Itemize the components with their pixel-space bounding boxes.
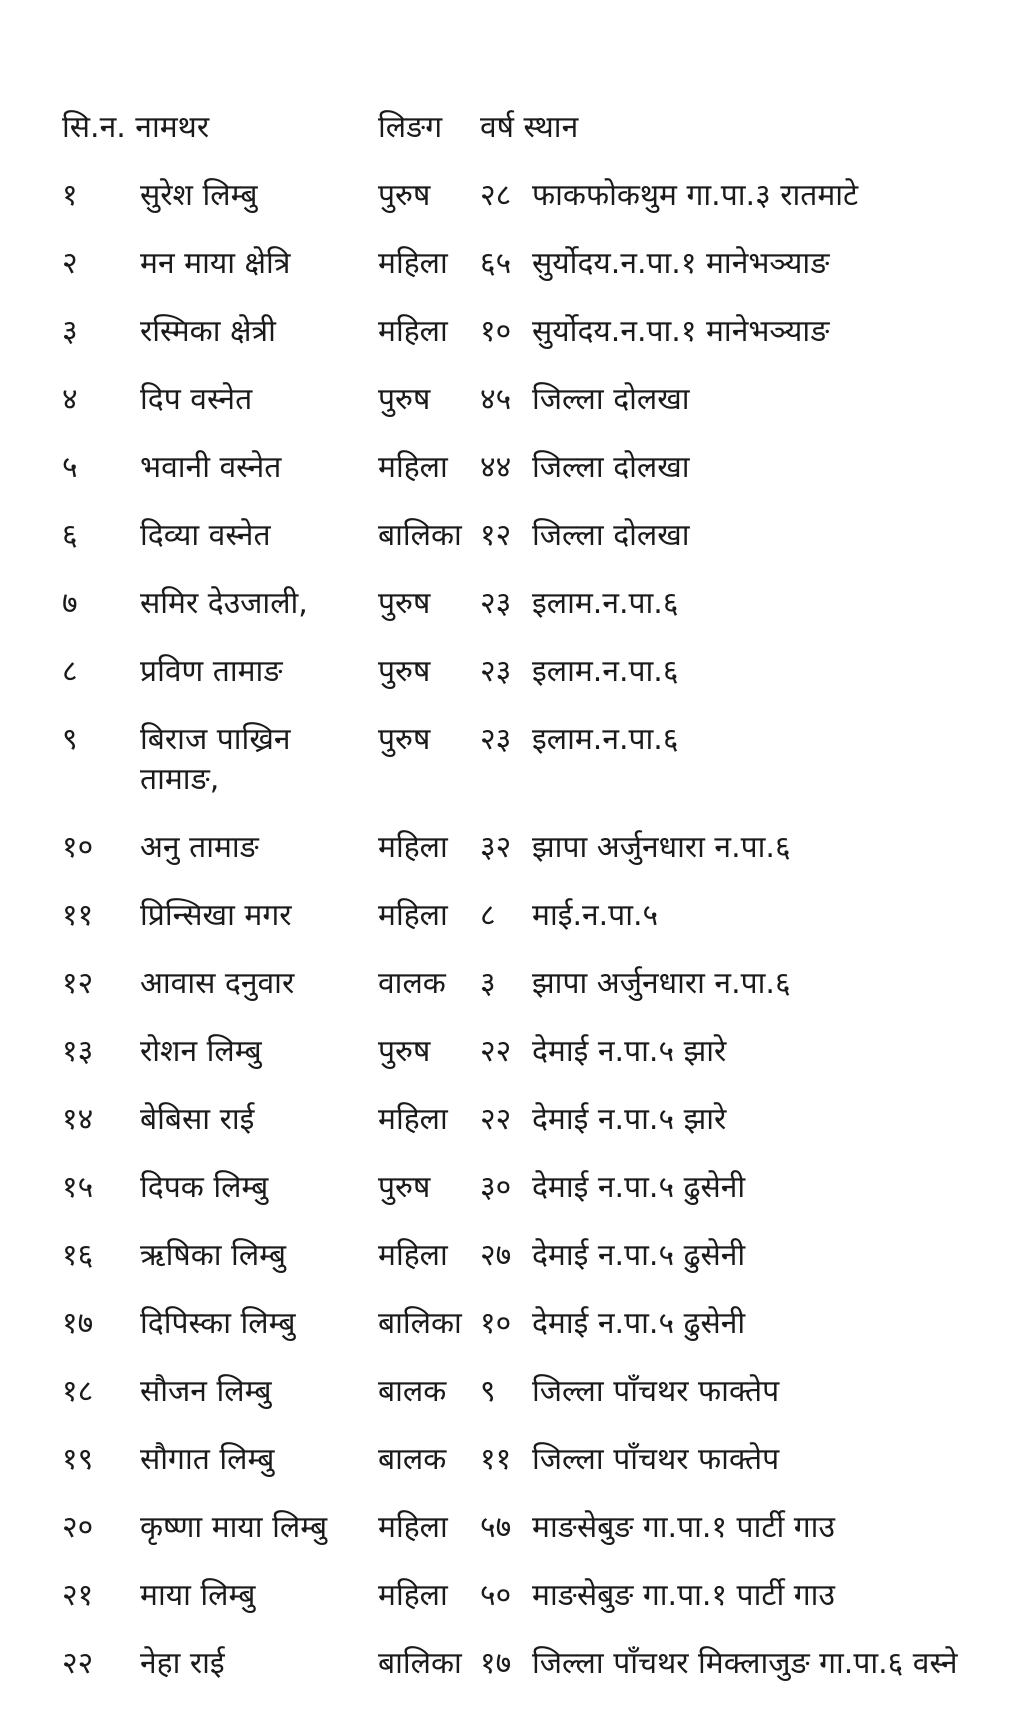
document [62, 108, 992, 1712]
row-name: प्रिन्सिखा मगर [140, 898, 292, 933]
table-row [62, 1440, 992, 1508]
table-row [62, 1032, 992, 1100]
row-name: बिराज पाख्रिन तामाङ, [140, 722, 291, 797]
table-header [62, 108, 992, 176]
row-name: रोशन लिम्बु [140, 1034, 262, 1069]
row-place: जिल्ला पाँचथर मिक्लाजुङ गा.पा.६ वस्ने [532, 1646, 958, 1681]
row-age: २२ [480, 1034, 512, 1069]
row-sn: १४ [62, 1102, 94, 1137]
row-sn: २० [62, 1510, 94, 1545]
table-row [62, 312, 992, 380]
row-name: दिपिस्का लिम्बु [140, 1306, 296, 1341]
row-sn: ७ [62, 586, 78, 621]
row-age: २७ [480, 1238, 512, 1273]
row-gender: बालिका [378, 1306, 462, 1341]
row-place: झापा अर्जुनधारा न.पा.६ [532, 830, 791, 865]
row-age: २३ [480, 722, 512, 757]
row-place: देमाई न.पा.५ ढुसेनी [532, 1306, 746, 1341]
row-name: प्रविण तामाङ [140, 654, 283, 689]
row-sn: १५ [62, 1170, 94, 1205]
row-place: देमाई न.पा.५ झारे [532, 1034, 727, 1069]
table-row [62, 896, 992, 964]
row-gender: महिला [378, 314, 448, 349]
row-name: समिर देउजाली, [140, 586, 308, 621]
table-row [62, 516, 992, 584]
table-row [62, 828, 992, 896]
row-place: देमाई न.पा.५ ढुसेनी [532, 1238, 746, 1273]
row-gender: बालिका [378, 1646, 462, 1681]
table-row [62, 720, 992, 828]
row-sn: २ [62, 246, 78, 281]
row-age: १० [480, 314, 512, 349]
table-row [62, 652, 992, 720]
row-gender: पुरुष [378, 654, 431, 689]
row-name: भवानी वस्नेत [140, 450, 282, 485]
header-sn-name: सि.न. नामथर [62, 110, 210, 145]
row-place: जिल्ला दोलखा [532, 450, 690, 485]
row-age: ३ [480, 966, 496, 1001]
row-name: सुरेश लिम्बु [140, 178, 258, 213]
row-gender: बालक [378, 1442, 447, 1477]
row-name: नेहा राई [140, 1646, 225, 1681]
row-age: १७ [480, 1646, 512, 1681]
row-name: सौगात लिम्बु [140, 1442, 275, 1477]
table-row [62, 584, 992, 652]
table-row [62, 1644, 992, 1712]
row-sn: ५ [62, 450, 78, 485]
table-row [62, 1304, 992, 1372]
row-sn: ८ [62, 654, 78, 689]
row-gender: पुरुष [378, 1034, 431, 1069]
row-sn: १ [62, 178, 78, 213]
table-row [62, 1236, 992, 1304]
row-gender: महिला [378, 246, 448, 281]
row-name: दिपक लिम्बु [140, 1170, 269, 1205]
row-name: दिव्या वस्नेत [140, 518, 271, 553]
row-name: आवास दनुवार [140, 966, 295, 1001]
row-sn: ३ [62, 314, 78, 349]
table-row [62, 380, 992, 448]
row-sn: १६ [62, 1238, 94, 1273]
row-name: कृष्णा माया लिम्बु [140, 1510, 328, 1545]
row-name: ऋषिका लिम्बु [140, 1238, 287, 1273]
row-place: जिल्ला पाँचथर फाक्तेप [532, 1442, 780, 1477]
row-name: माया लिम्बु [140, 1578, 256, 1613]
row-place: माङसेबुङ गा.पा.१ पार्टी गाउ [532, 1578, 835, 1613]
row-gender: पुरुष [378, 1170, 431, 1205]
row-age: १२ [480, 518, 512, 553]
row-age: ६५ [480, 246, 512, 281]
row-name: रस्मिका क्षेत्री [140, 314, 276, 349]
row-place: जिल्ला पाँचथर फाक्तेप [532, 1374, 780, 1409]
row-place: जिल्ला दोलखा [532, 518, 690, 553]
row-sn: ६ [62, 518, 78, 553]
table-row [62, 964, 992, 1032]
row-sn: १० [62, 830, 94, 865]
row-place: देमाई न.पा.५ ढुसेनी [532, 1170, 746, 1205]
row-age: ८ [480, 898, 496, 933]
row-place: इलाम.न.पा.६ [532, 654, 679, 689]
row-age: ३२ [480, 830, 512, 865]
row-age: ९ [480, 1374, 496, 1409]
row-gender: महिला [378, 1578, 448, 1613]
table-row [62, 1168, 992, 1236]
row-gender: पुरुष [378, 722, 431, 757]
row-place: सुर्योदय.न.पा.१ मानेभञ्याङ [532, 246, 830, 281]
row-place: देमाई न.पा.५ झारे [532, 1102, 727, 1137]
row-age: २३ [480, 586, 512, 621]
row-place: माङसेबुङ गा.पा.१ पार्टी गाउ [532, 1510, 835, 1545]
row-name: दिप वस्नेत [140, 382, 253, 417]
row-age: ४४ [480, 450, 512, 485]
row-gender: महिला [378, 450, 448, 485]
row-gender: महिला [378, 1102, 448, 1137]
row-age: २२ [480, 1102, 512, 1137]
table-row [62, 176, 992, 244]
row-gender: बालिका [378, 518, 462, 553]
row-place: फाकफोकथुम गा.पा.३ रातमाटे [532, 178, 859, 213]
row-sn: १३ [62, 1034, 94, 1069]
table-row [62, 1372, 992, 1440]
row-place: इलाम.न.पा.६ [532, 586, 679, 621]
header-gender: लिङग [378, 110, 443, 145]
row-sn: १२ [62, 966, 94, 1001]
row-place: सुर्योदय.न.पा.१ मानेभञ्याङ [532, 314, 830, 349]
table-row [62, 1100, 992, 1168]
row-gender: महिला [378, 1238, 448, 1273]
row-gender: महिला [378, 898, 448, 933]
table-row [62, 448, 992, 516]
row-age: १० [480, 1306, 512, 1341]
row-gender: पुरुष [378, 178, 431, 213]
row-sn: ९ [62, 722, 78, 757]
row-age: ५० [480, 1578, 512, 1613]
row-age: ४५ [480, 382, 512, 417]
row-gender: महिला [378, 1510, 448, 1545]
table-row [62, 244, 992, 312]
row-gender: वालक [378, 966, 446, 1001]
row-age: २८ [480, 178, 512, 213]
row-age: ३० [480, 1170, 512, 1205]
row-place: जिल्ला दोलखा [532, 382, 690, 417]
row-place: माई.न.पा.५ [532, 898, 659, 933]
row-place: झापा अर्जुनधारा न.पा.६ [532, 966, 791, 1001]
row-age: २३ [480, 654, 512, 689]
row-gender: महिला [378, 830, 448, 865]
row-gender: पुरुष [378, 382, 431, 417]
row-sn: १७ [62, 1306, 94, 1341]
row-gender: पुरुष [378, 586, 431, 621]
row-name: मन माया क्षेत्रि [140, 246, 291, 281]
row-sn: २२ [62, 1646, 94, 1681]
row-name: अनु तामाङ [140, 830, 259, 865]
row-age: ११ [480, 1442, 512, 1477]
table-row [62, 1508, 992, 1576]
header-age-place: वर्ष स्थान [480, 110, 579, 145]
row-sn: ४ [62, 382, 78, 417]
row-sn: १८ [62, 1374, 94, 1409]
row-sn: १९ [62, 1442, 94, 1477]
row-name: सौजन लिम्बु [140, 1374, 272, 1409]
row-name: बेबिसा राई [140, 1102, 255, 1137]
table-row [62, 1576, 992, 1644]
row-gender: बालक [378, 1374, 447, 1409]
row-sn: २१ [62, 1578, 94, 1613]
row-place: इलाम.न.पा.६ [532, 722, 679, 757]
row-age: ५७ [480, 1510, 512, 1545]
row-sn: ११ [62, 898, 94, 933]
